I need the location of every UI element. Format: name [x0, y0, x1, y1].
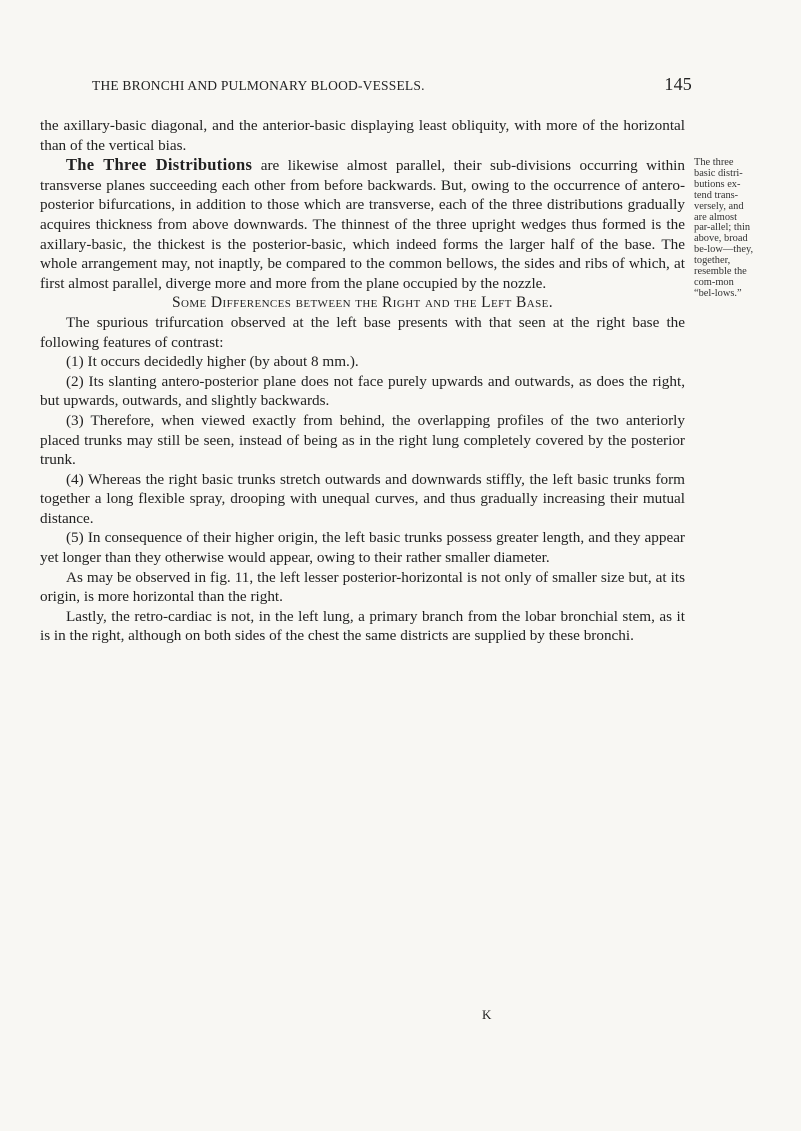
paragraph-fig-reference: As may be observed in fig. 11, the left lesser posterior-horizontal is not only of smaller size but, at its origin, is more horizontal than the right.: [40, 568, 685, 606]
paragraph-intro: The spurious trifurcation observed at the left base presents with that seen at the right base the following features of contrast:: [40, 313, 685, 351]
inline-heading: The Three Distributions: [66, 155, 253, 175]
list-item-1: (1) It occurs decidedly higher (by about 8 mm.).: [66, 353, 359, 371]
running-title: THE BRONCHI AND PULMONARY BLOOD-VESSELS.: [92, 78, 425, 93]
signature-mark: K: [482, 1007, 492, 1022]
section-heading: Some Differences between the Right and the Left Base.: [171, 294, 553, 312]
paragraph-text: are likewise almost parallel, their sub-divisions occurring within transverse planes succeeding each other from before backwards. But, owing to the occurrence of antero-posterior bifurcations, in addition to those which are transverse, each of the three distributions gradually acquires thickness from above downwards. The thinnest of the three upright wedges thus formed is the axillary-basic, the thickest is the posterior-basic, which indeed forms the larger half of the base. The whole arrangement may, not inaptly, be compared to the common bellows, the sides and ribs of which, at first almost parallel, diverge more and more from the plane occupied by the nozzle.: [40, 157, 685, 292]
main-text: [40, 116, 685, 646]
list-item-5: (5) In consequence of their higher origin, the left basic trunks possess greater length, and they appear yet longer than they otherwise would appear, owing to their rather smaller diameter.: [40, 529, 685, 567]
list-item-4: (4) Whereas the right basic trunks stretch outwards and downwards stiffly, the left basic trunks form together a long flexible spray, drooping with unequal curves, and thus gradually increasing their mutual distance.: [40, 470, 685, 527]
paragraph-continuation: the axillary-basic diagonal, and the anterior-basic displaying least obliquity, with more of the horizontal than of the vertical bias.: [40, 117, 685, 154]
list-item-2: (2) Its slanting antero-posterior plane does not face purely upwards and outwards, as does the right, but upwards, outwards, and slightly backwards.: [40, 372, 685, 410]
paragraph-retro-cardiac: Lastly, the retro-cardiac is not, in the left lung, a primary branch from the lobar bronchial stem, as it is in the right, although on both sides of the chest the same districts are supplied by these bronchi.: [40, 607, 685, 645]
list-item-3: (3) Therefore, when viewed exactly from behind, the overlapping profiles of the two anteriorly placed trunks may still be seen, instead of being as in the right lung completely covered by the posterior trunk.: [40, 411, 685, 469]
running-header: [92, 74, 692, 102]
page-number: 145: [664, 74, 692, 94]
paragraph-three-distributions: [40, 155, 685, 293]
margin-note: The three basic distri-butions ex-tend trans-versely, and are almost par-allel; thin above, broad be-low—they, together, resemble the com-mon “bel-lows.”: [694, 157, 754, 299]
